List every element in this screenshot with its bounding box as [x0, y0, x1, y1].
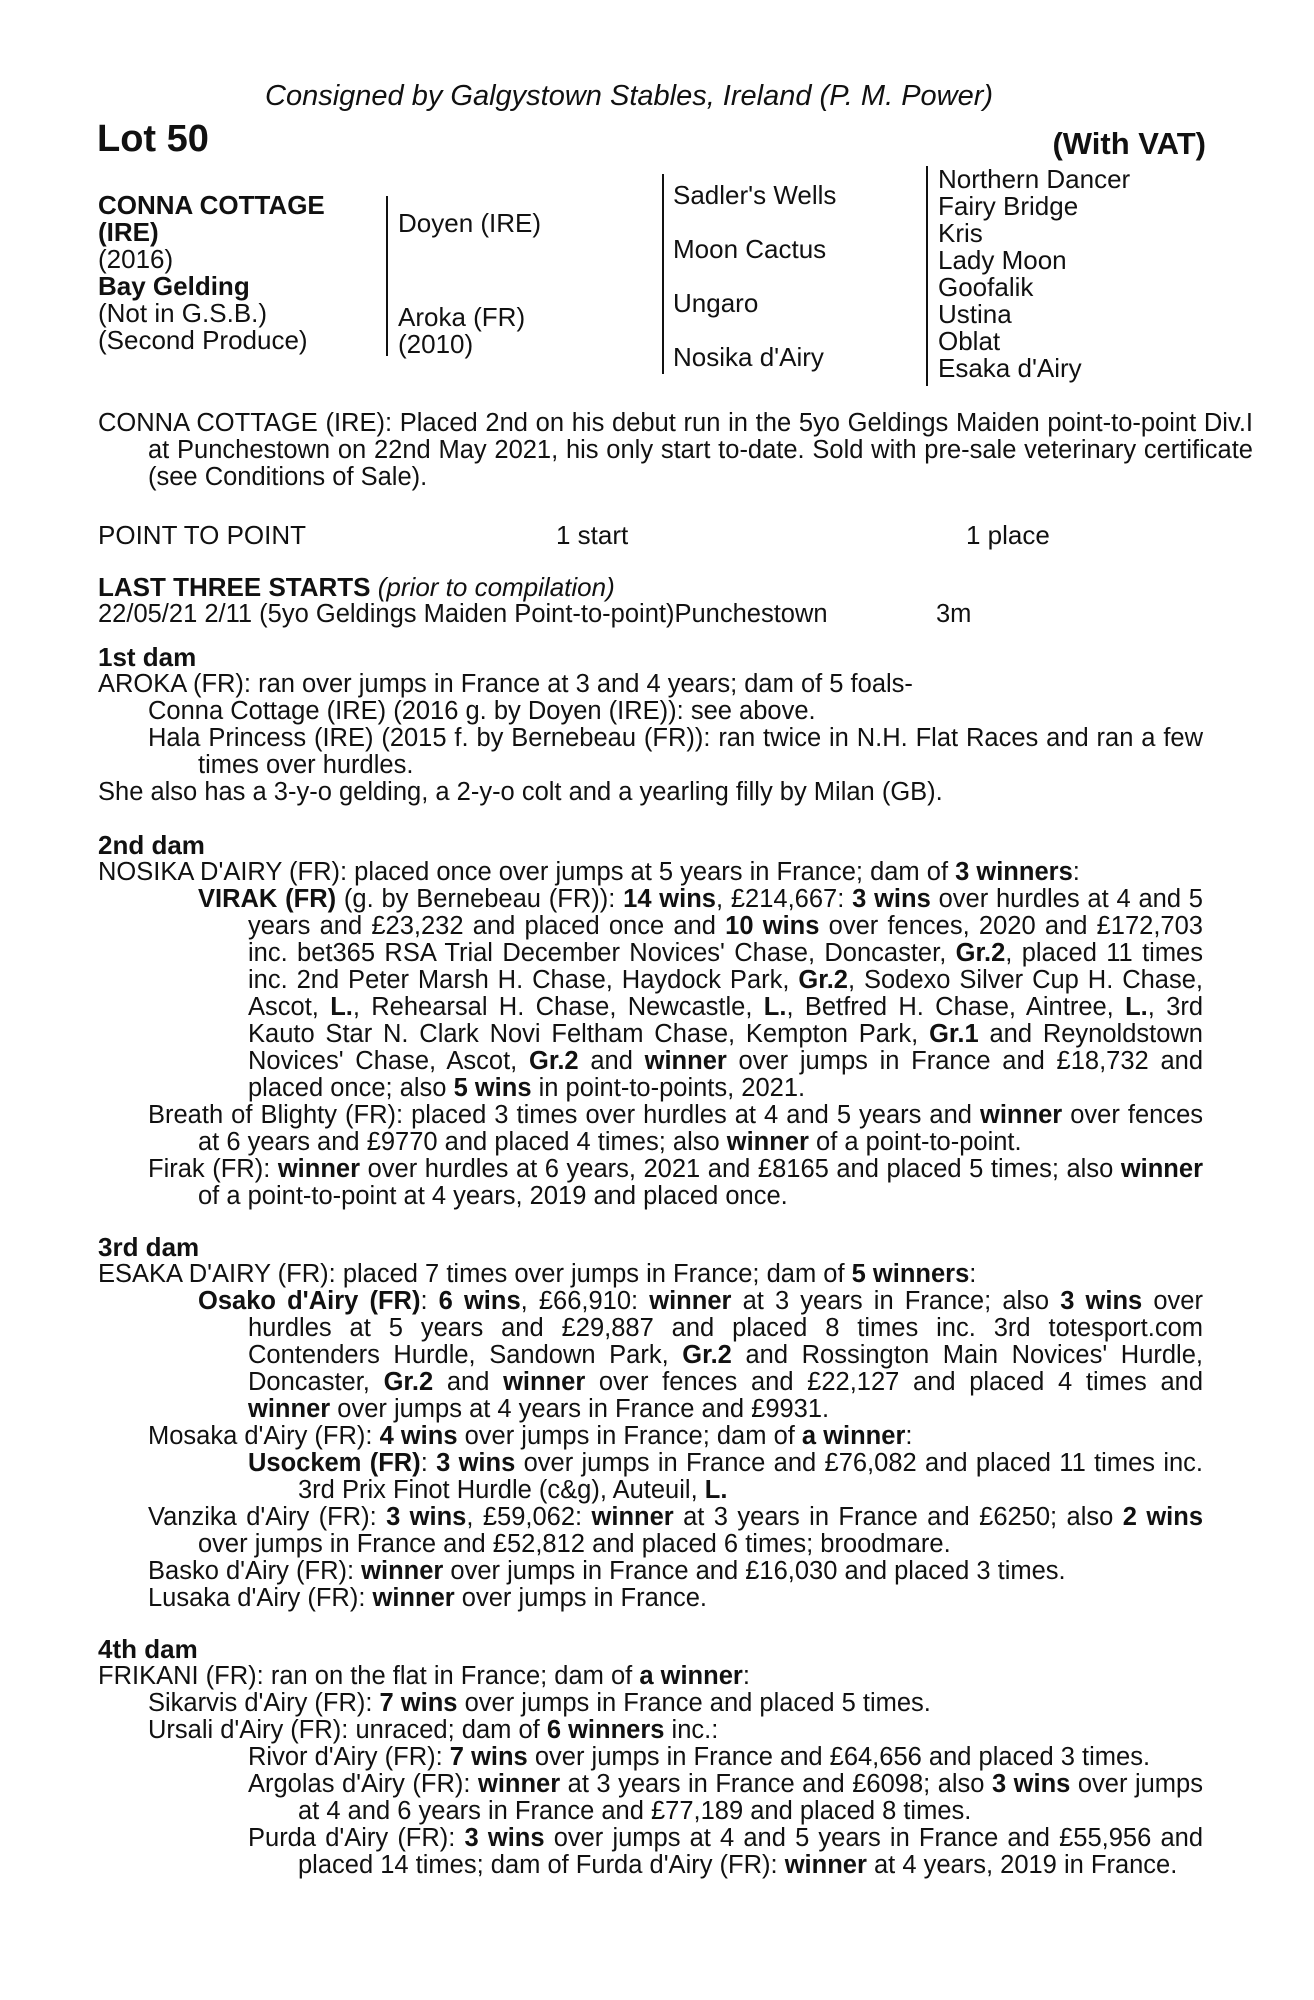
produce-entry: Usockem (FR): 3 wins over jumps in France and £76,082 and placed 11 times inc. 3rd Prix Finot Hurdle (c&g), Auteuil, L. [248, 1449, 1204, 1504]
race-distance: 3m [936, 600, 972, 628]
record-label: POINT TO POINT [98, 520, 307, 550]
ancestor: Northern Dancer [938, 164, 1131, 194]
horse-details [98, 192, 325, 354]
section-heading: 3rd dam [98, 1232, 200, 1262]
pedigree-divider [386, 196, 388, 356]
pedigree-sire: Doyen (IRE) [398, 208, 542, 238]
produce-entry: Sikarvis d'Airy (FR): 7 wins over jumps in France and placed 5 times. [148, 1689, 931, 1717]
fourth-dam-section [98, 1636, 1203, 1879]
ancestor: Lady Moon [938, 245, 1067, 275]
horse-origin: (IRE) [98, 217, 159, 247]
ancestor: Oblat [938, 326, 1001, 356]
produce-entry: Ursali d'Airy (FR): unraced; dam of 6 winners inc.: [148, 1716, 719, 1744]
dam-entry: ESAKA D'AIRY (FR): placed 7 times over jumps in France; dam of 5 winners: [98, 1260, 977, 1288]
race-row: 22/05/21 2/11 (5yo Geldings Maiden Point-to-point)Punchestown [98, 600, 828, 628]
produce-entry: Breath of Blighty (FR): placed 3 times over hurdles at 4 and 5 years and winner over fences at 6 years and £9770 and placed 4 times; also winner of a point-to-point. [148, 1101, 1203, 1156]
produce-entry: Argolas d'Airy (FR): winner at 3 years in France and £6098; also 3 wins over jumps at 4 and 6 years in France and £77,189 and placed 8 times. [248, 1770, 1203, 1825]
produce-entry: Rivor d'Airy (FR): 7 wins over jumps in France and £64,656 and placed 3 times. [248, 1743, 1151, 1771]
ancestor: Kris [938, 218, 983, 248]
pedigree-dam-year: (2010) [398, 329, 474, 359]
record-places: 1 place [966, 520, 1050, 550]
produce-entry: Osako d'Airy (FR): 6 wins, £66,910: winner at 3 years in France; also 3 wins over hurdles at 5 years and £29,887 and placed 8 times inc. 3rd totesport.com Contenders Hurdle, Sandown Park, Gr.2 and Rossington Main Novices' Hurdle, Doncaster, Gr.2 and winner over fences and £22,127 and placed 4 times and winner over jumps at 4 years in France and £9931. [198, 1287, 1204, 1423]
produce-entry: Firak (FR): winner over hurdles at 6 years, 2021 and £8165 and placed 5 times; also winner of a point-to-point at 4 years, 2019 and placed once. [148, 1155, 1203, 1210]
pedigree-grandsire: Ungaro [673, 288, 759, 318]
produce-note: She also has a 3-y-o gelding, a 2-y-o colt and a yearling filly by Milan (GB). [98, 778, 943, 806]
first-dam-section [98, 644, 1203, 806]
ancestor: Ustina [938, 299, 1012, 329]
second-dam-section [98, 832, 1203, 1210]
produce-entry: Vanzika d'Airy (FR): 3 wins, £59,062: winner at 3 years in France and £6250; also 2 wins over jumps in France and £52,812 and placed 6 times; broodmare. [148, 1503, 1204, 1558]
vat-note: (With VAT) [1052, 126, 1206, 161]
last-three-heading [98, 572, 615, 603]
horse-produce: (Second Produce) [98, 325, 308, 355]
section-heading: 1st dam [98, 642, 197, 672]
produce-entry: Mosaka d'Airy (FR): 4 wins over jumps in France; dam of a winner: [148, 1422, 913, 1450]
horse-name: CONNA COTTAGE [98, 190, 325, 220]
horse-year: (2016) [98, 244, 174, 274]
ancestor: Esaka d'Airy [938, 353, 1082, 383]
horse-sex: Bay Gelding [98, 271, 250, 301]
dam-entry: AROKA (FR): ran over jumps in France at 3 and 4 years; dam of 5 foals- [98, 670, 913, 698]
record-starts: 1 start [556, 520, 629, 550]
summary-paragraph: CONNA COTTAGE (IRE): Placed 2nd on his debut run in the 5yo Geldings Maiden point-to-point Div.I at Punchestown on 22nd May 2021, his only start to-date. Sold with pre-sale veterinary certificate (see Conditions of Sale). [98, 409, 1253, 491]
dam-entry: NOSIKA D'AIRY (FR): placed once over jumps at 5 years in France; dam of 3 winners: [98, 858, 1080, 886]
last-three-note: (prior to compilation) [377, 572, 615, 602]
produce-entry: Purda d'Airy (FR): 3 wins over jumps at 4 and 5 years in France and £55,956 and placed 14 times; dam of Furda d'Airy (FR): winner at 4 years, 2019 in France. [248, 1824, 1203, 1879]
produce-entry: VIRAK (FR) (g. by Bernebeau (FR)): 14 wins, £214,667: 3 wins over hurdles at 4 and 5 years and £23,232 and placed once and 10 wins over fences, 2020 and £172,703 inc. bet365 RSA Trial December Novices' Chase, Doncaster, Gr.2, placed 11 times inc. 2nd Peter Marsh H. Chase, Haydock Park, Gr.2, Sodexo Silver Cup H. Chase, Ascot, L., Rehearsal H. Chase, Newcastle, L., Betfred H. Chase, Aintree, L., 3rd Kauto Star N. Clark Novi Feltham Chase, Kempton Park, Gr.1 and Reynoldstown Novices' Chase, Ascot, Gr.2 and winner over jumps in France and £18,732 and placed once; also 5 wins in point-to-points, 2021. [198, 885, 1204, 1102]
last-three-title: LAST THREE STARTS [98, 572, 371, 602]
pedigree-great-grandparents [938, 166, 1130, 382]
produce-entry: Lusaka d'Airy (FR): winner over jumps in France. [148, 1584, 707, 1612]
section-heading: 2nd dam [98, 830, 205, 860]
horse-gsb: (Not in G.S.B.) [98, 298, 268, 328]
produce-entry: Conna Cottage (IRE) (2016 g. by Doyen (IRE)): see above. [148, 697, 816, 725]
third-dam-section [98, 1234, 1203, 1612]
pedigree-dam: Aroka (FR) [398, 302, 526, 332]
produce-entry: Basko d'Airy (FR): winner over jumps in France and £16,030 and placed 3 times. [148, 1557, 1066, 1585]
consignor-line: Consigned by Galgystown Stables, Ireland (P. M. Power) [265, 80, 994, 112]
pedigree-divider [662, 174, 664, 374]
pedigree-grandsire: Sadler's Wells [673, 180, 837, 210]
lot-number: Lot 50 [97, 118, 209, 160]
section-heading: 4th dam [98, 1634, 198, 1664]
produce-entry: Hala Princess (IRE) (2015 f. by Bernebeau (FR)): ran twice in N.H. Flat Races and ran a few times over hurdles. [148, 724, 1203, 779]
pedigree-granddam: Moon Cactus [673, 234, 827, 264]
pedigree-divider [926, 166, 928, 386]
ancestor: Fairy Bridge [938, 191, 1079, 221]
dam-entry: FRIKANI (FR): ran on the flat in France; dam of a winner: [98, 1662, 750, 1690]
pedigree-granddam: Nosika d'Airy [673, 342, 824, 372]
ancestor: Goofalik [938, 272, 1034, 302]
